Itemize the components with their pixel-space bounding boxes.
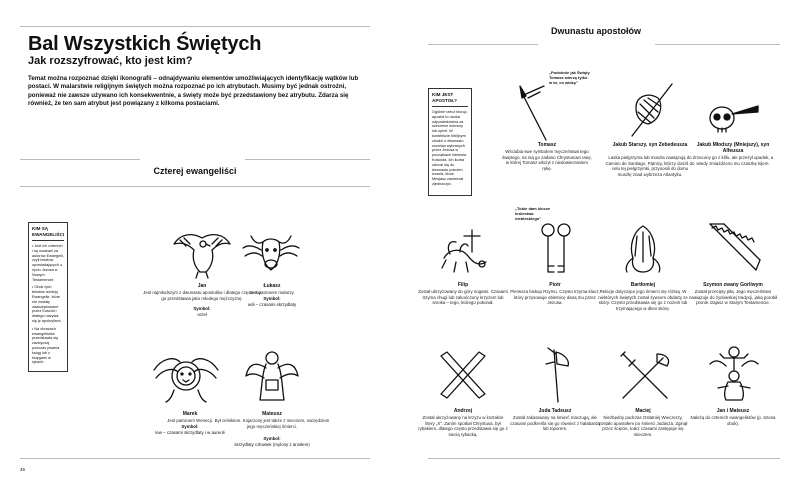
- evangelist-name: Jan: [197, 283, 207, 289]
- section-title-evangelists: Czterej ewangeliści: [153, 166, 237, 176]
- intro-text: Temat można rozpoznać dzięki ikonografii – odnajdywaniu elementów umożliwiających identyfikację wątków lub postaci. W malarstwie religijnym świętych można rozpoznać po ich atrybutach. Musimy być jednak ostrożni, ponieważ nie zawsze używano ich konsekwentnie, a święty może być przedstawiony bez atrybutu. Zdarza się również, że ten sam atrybut jest powiązany z kilkoma postaciami.: [28, 75, 359, 107]
- evangelist-name: Łukasz: [263, 283, 281, 289]
- section-title-apostles: Dwunastu apostołów: [551, 26, 641, 36]
- section-rule-under: [20, 186, 370, 187]
- shell-staff-icon: [628, 80, 678, 140]
- saw-icon: [706, 220, 762, 276]
- keys-icon: [536, 222, 576, 278]
- bottom-rule-right: [428, 458, 780, 459]
- symbol-value: skrzydlaty człowiek (mylony z aniołem): [234, 441, 310, 447]
- spear-icon: [512, 82, 552, 142]
- apostle-name: Tomasz: [537, 142, 557, 148]
- speech-bubble-tomasz: „Podobnie jak Święty Tomasz wierzę tylko w to, co widzę": [549, 70, 590, 85]
- evangelist-desc: Jest patronem Wenecji.: [167, 418, 213, 423]
- box-item: • Na obrazach ewangelistów przedstawia się zazwyczaj podczas pisania ksiąg lub z księgami w rękach.: [32, 326, 60, 365]
- halberd-icon: [540, 346, 576, 406]
- sword-axe-icon: [617, 348, 673, 404]
- section-rule-right: [245, 159, 370, 160]
- page-subtitle: Jak rozszyfrować, kto jest kim?: [28, 55, 193, 67]
- flayed-skin-icon: [621, 222, 665, 276]
- lion-icon: [150, 350, 222, 406]
- evangelist-name: Mateusz: [262, 411, 282, 417]
- evangelist-symbol: [212, 436, 332, 447]
- apostle-name: Maciej: [635, 408, 651, 414]
- apostle-name: Juda Tadeusz: [538, 408, 572, 414]
- box-title: KIM JEST APOSTOŁ?: [432, 92, 457, 103]
- apostle-name: Jan i Mateusz: [716, 408, 750, 414]
- section-rule-left: [20, 159, 140, 160]
- evangelist-symbol: [212, 296, 332, 307]
- box-item: • Obok tych tekstów istnieją Ewangelie, które nie zostały zaakceptowane przez Kościół i dlatego nazywa się je apokryfami.: [32, 285, 62, 323]
- two-figures-icon: [706, 344, 762, 404]
- apostle-desc: Został ukrzyżowany na krzyżu w kształcie litery „X". Zanim spotkał Chrystusa, był rybakiem, dlatego często przedstawia się go z siecią rybacką.: [418, 415, 508, 437]
- apostle-desc: Został zakatowany na śmierć maczugą, ale czasami podkreśla się go również z halabardą lub toporem.: [510, 415, 600, 432]
- apostle-desc: Laska pielgrzyma lub muszla nawiązują do Camino de Santiago. Pątnicy, którzy doszli do celu tej pielgrzymki, przynosili do domu muszlę znad wybrzeża Atlantyku.: [605, 155, 695, 177]
- apostle-name: Bartłomiej: [630, 282, 656, 288]
- apostle-name: Piotr: [549, 282, 561, 288]
- evangelist-desc: Jest najmłodszym z dwunastu apostołów i dlatego często się go przedstawia jako młodego mężczyznę.: [143, 290, 261, 301]
- apostle-desc: Wściubia swe symbolem męczeństwa tego świętego, na nią go zadano Chrystusowi ranę, w której Tomasz włożył z niedowierzaniem rękę.: [502, 149, 592, 171]
- ox-icon: [241, 230, 301, 280]
- symbol-value: lew – czasami skrzydlaty i w aureoli: [155, 429, 225, 435]
- apostle-desc: Relacje dotyczące jego śmierci się różnią. W niektórych świętych został żywcem obdarty ze skóry. Często przedstawia się go z nożem lub trzymającego w dłoni skórę.: [598, 289, 688, 311]
- symbol-label: Symbol:: [263, 436, 281, 441]
- apostle-name: Filip: [457, 282, 469, 288]
- speech-bubble-piotr: „Tobie dam klucze królestwa niebieskiego": [515, 206, 551, 221]
- box-title: KIM SĄ EWANGELIŚCI: [32, 226, 65, 237]
- symbol-label: Symbol:: [181, 424, 199, 429]
- symbol-label: Symbol:: [263, 296, 281, 301]
- bottom-rule-left: [20, 458, 370, 459]
- apostle-info-box: [428, 88, 472, 196]
- dragon-cross-icon: [436, 228, 492, 280]
- top-rule-right-a: [428, 44, 538, 45]
- x-cross-icon: [435, 348, 491, 404]
- evangelist-desc: Jest patronem malarzy.: [249, 290, 295, 295]
- apostle-desc: Niezbędny podczas Ostatniej Wieczerzy, zostało apostołem po śmierci Judasza. Zginął przez ścięcie, toteż czasami zastępuje się mieczem.: [598, 415, 688, 437]
- apostle-desc: Należą do czterech ewangelistów (p. strona obok).: [690, 415, 776, 426]
- evangelists-info-box: [28, 222, 68, 372]
- eagle-icon: [172, 230, 232, 280]
- evangelist-symbol: [142, 306, 262, 317]
- top-rule-left: [20, 26, 370, 27]
- evangelist-desc: Był celnikiem. Kojarzony jest także z mieczem, narzędziem jego męczeńskiej śmierci.: [214, 418, 330, 429]
- apostle-desc: Został przecięty piłą. Jego męczeństwo nawiązuje do żydowskiej tradycji, jaką porobił prorok Izajasz w Starym Testamencie.: [688, 289, 778, 306]
- evangelist-name: Marek: [182, 411, 198, 417]
- top-rule-right-b: [655, 44, 780, 45]
- apostle-desc: Pierwsza biskup Rzymu. Często trzyma klucz, który przysowuje obietnicę daną mu przez Jezusa.: [510, 289, 600, 306]
- page-number: 46: [20, 467, 26, 472]
- apostle-name: Andrzej: [453, 408, 473, 414]
- apostle-name: Jakub Starszy, syn Zebedeusza: [612, 142, 688, 148]
- apostle-desc: Zrzucony go z klifu, ale przeżył upadek, a wtedy zmiażdżono mu czaszkę kijem.: [692, 155, 774, 166]
- symbol-value: wół – czasami skrzydlaty: [247, 301, 297, 307]
- apostle-name: Jakub Młodszy (Mniejszy), syn Alfeusza: [696, 142, 770, 154]
- apostle-desc: Został ukrzyżowany do góry nogami. Czasami trzyma chugi lub zakończony krzyżem lub smoka – tego, którego pokonał.: [418, 289, 508, 306]
- page-title: Bal Wszystkich Świętych: [28, 33, 262, 55]
- skull-club-icon: [706, 102, 760, 142]
- box-text: Ogólnie rzecz biorąc, apostoł to osoba odpowiedzialna za szerzenie dobrony lub opinii. W kontekście biblijnym chodzi o dwunastu uczniów wybranych przez Jezusa w początkach istnienia Kościoła. Ich liczba odnosi się do dwunastu pokoleń Izraela, które Mesjasz zamierzał zjednoczyć.: [432, 110, 468, 186]
- box-item: • Jest ich czterech i są uważani za autorów Ewangelii, czyli tekstów opowiadających o życiu Jezusa w Nowym Testamencie.: [32, 244, 64, 282]
- winged-man-icon: [242, 346, 302, 406]
- apostle-name: Szymon zwany Gorliwym: [703, 282, 763, 288]
- symbol-value: orzeł: [197, 311, 207, 317]
- symbol-label: Symbol:: [193, 306, 211, 311]
